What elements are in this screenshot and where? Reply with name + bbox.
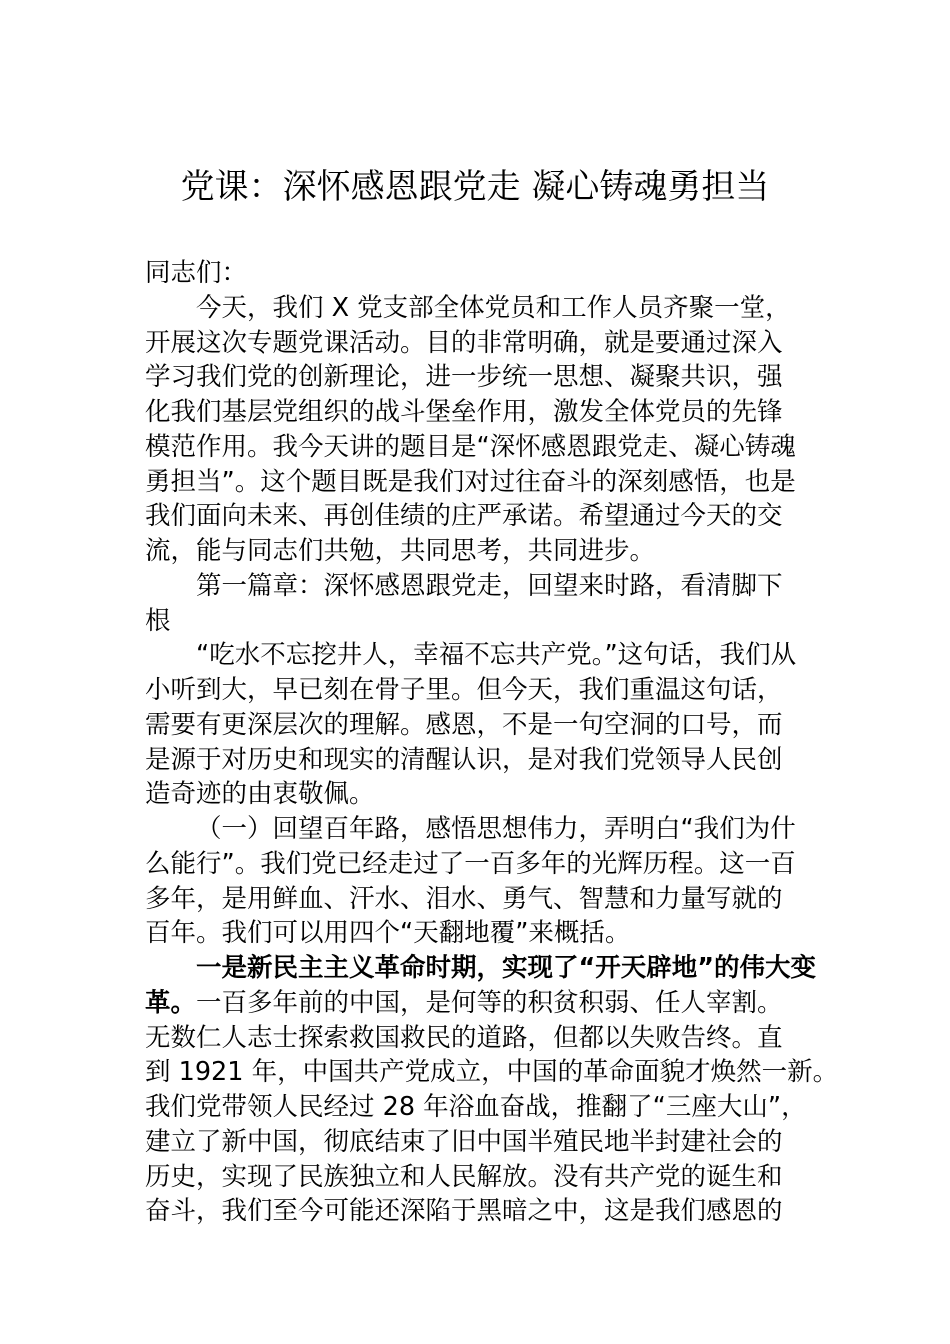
chapter-heading: 第一篇章：深怀感恩跟党走，回望来时路，看清脚下 bbox=[196, 570, 783, 601]
paragraph-line: 小听到大，早已刻在骨子里。但今天，我们重温这句话， bbox=[145, 675, 783, 705]
paragraph-line: 化我们基层党组织的战斗堡垒作用，激发全体党员的先锋 bbox=[145, 397, 783, 427]
document-body bbox=[145, 256, 839, 1229]
section-heading: （一）回望百年路，感悟思想伟力，弄明白“我们为什 bbox=[196, 814, 796, 844]
paragraph-line: 是源于对历史和现实的清醒认识，是对我们党领导人民创 bbox=[145, 744, 783, 775]
paragraph-text: 一百多年前的中国，是何等的积贫积弱、任人宰割。 bbox=[196, 987, 783, 1018]
paragraph-line: 历史，实现了民族独立和人民解放。没有共产党的诞生和 bbox=[145, 1161, 783, 1192]
paragraph-line: 我们面向未来、再创佳绩的庄严承诺。希望通过今天的交 bbox=[145, 501, 783, 532]
document-title: 党课：深怀感恩跟党走 凝心铸魂勇担当 bbox=[180, 167, 770, 207]
paragraph-line: 百年。我们可以用四个“天翻地覆”来概括。 bbox=[145, 918, 631, 949]
salutation: 同志们： bbox=[145, 258, 248, 288]
paragraph-line: 么能行”。我们党已经走过了一百多年的光辉历程。这一百 bbox=[145, 848, 796, 879]
chapter-heading: 根 bbox=[145, 605, 171, 636]
paragraph-line: 流，能与同志们共勉，共同思考，共同进步。 bbox=[145, 536, 656, 566]
paragraph-line: 今天，我们 X 党支部全体党员和工作人员齐聚一堂， bbox=[196, 292, 791, 323]
paragraph-line: 模范作用。我今天讲的题目是“深怀感恩跟党走、凝心铸魂 bbox=[145, 431, 796, 462]
bold-lead-line: 一是新民主主义革命时期，实现了“开天辟地”的伟大变 bbox=[196, 953, 817, 983]
paragraph-line bbox=[145, 986, 810, 1021]
paragraph-line: 勇担当”。这个题目既是我们对过往奋斗的深刻感悟，也是 bbox=[145, 466, 796, 497]
paragraph-line: 无数仁人志士探索救国救民的道路，但都以失败告终。直 bbox=[145, 1022, 783, 1053]
paragraph-line: 到 1921 年，中国共产党成立，中国的革命面貌才焕然一新。 bbox=[145, 1057, 839, 1088]
paragraph-line: 需要有更深层次的理解。感恩，不是一句空洞的口号，而 bbox=[145, 709, 783, 740]
paragraph-line: 开展这次专题党课活动。目的非常明确，就是要通过深入 bbox=[145, 327, 783, 358]
paragraph-line: 我们党带领人民经过 28 年浴血奋战，推翻了“三座大山”， bbox=[145, 1092, 807, 1122]
paragraph-line: 造奇迹的由衷敬佩。 bbox=[145, 779, 375, 810]
bold-lead-end: 革。 bbox=[145, 987, 197, 1018]
paragraph-line: 学习我们党的创新理论，进一步统一思想、凝聚共识，强 bbox=[145, 362, 783, 393]
paragraph-line: 建立了新中国，彻底结束了旧中国半殖民地半封建社会的 bbox=[145, 1126, 783, 1157]
paragraph-line: 奋斗，我们至今可能还深陷于黑暗之中，这是我们感恩的 bbox=[145, 1196, 783, 1227]
paragraph-line: “吃水不忘挖井人，幸福不忘共产党。”这句话，我们从 bbox=[196, 640, 797, 671]
paragraph-line: 多年，是用鲜血、汗水、泪水、勇气、智慧和力量写就的 bbox=[145, 883, 783, 914]
